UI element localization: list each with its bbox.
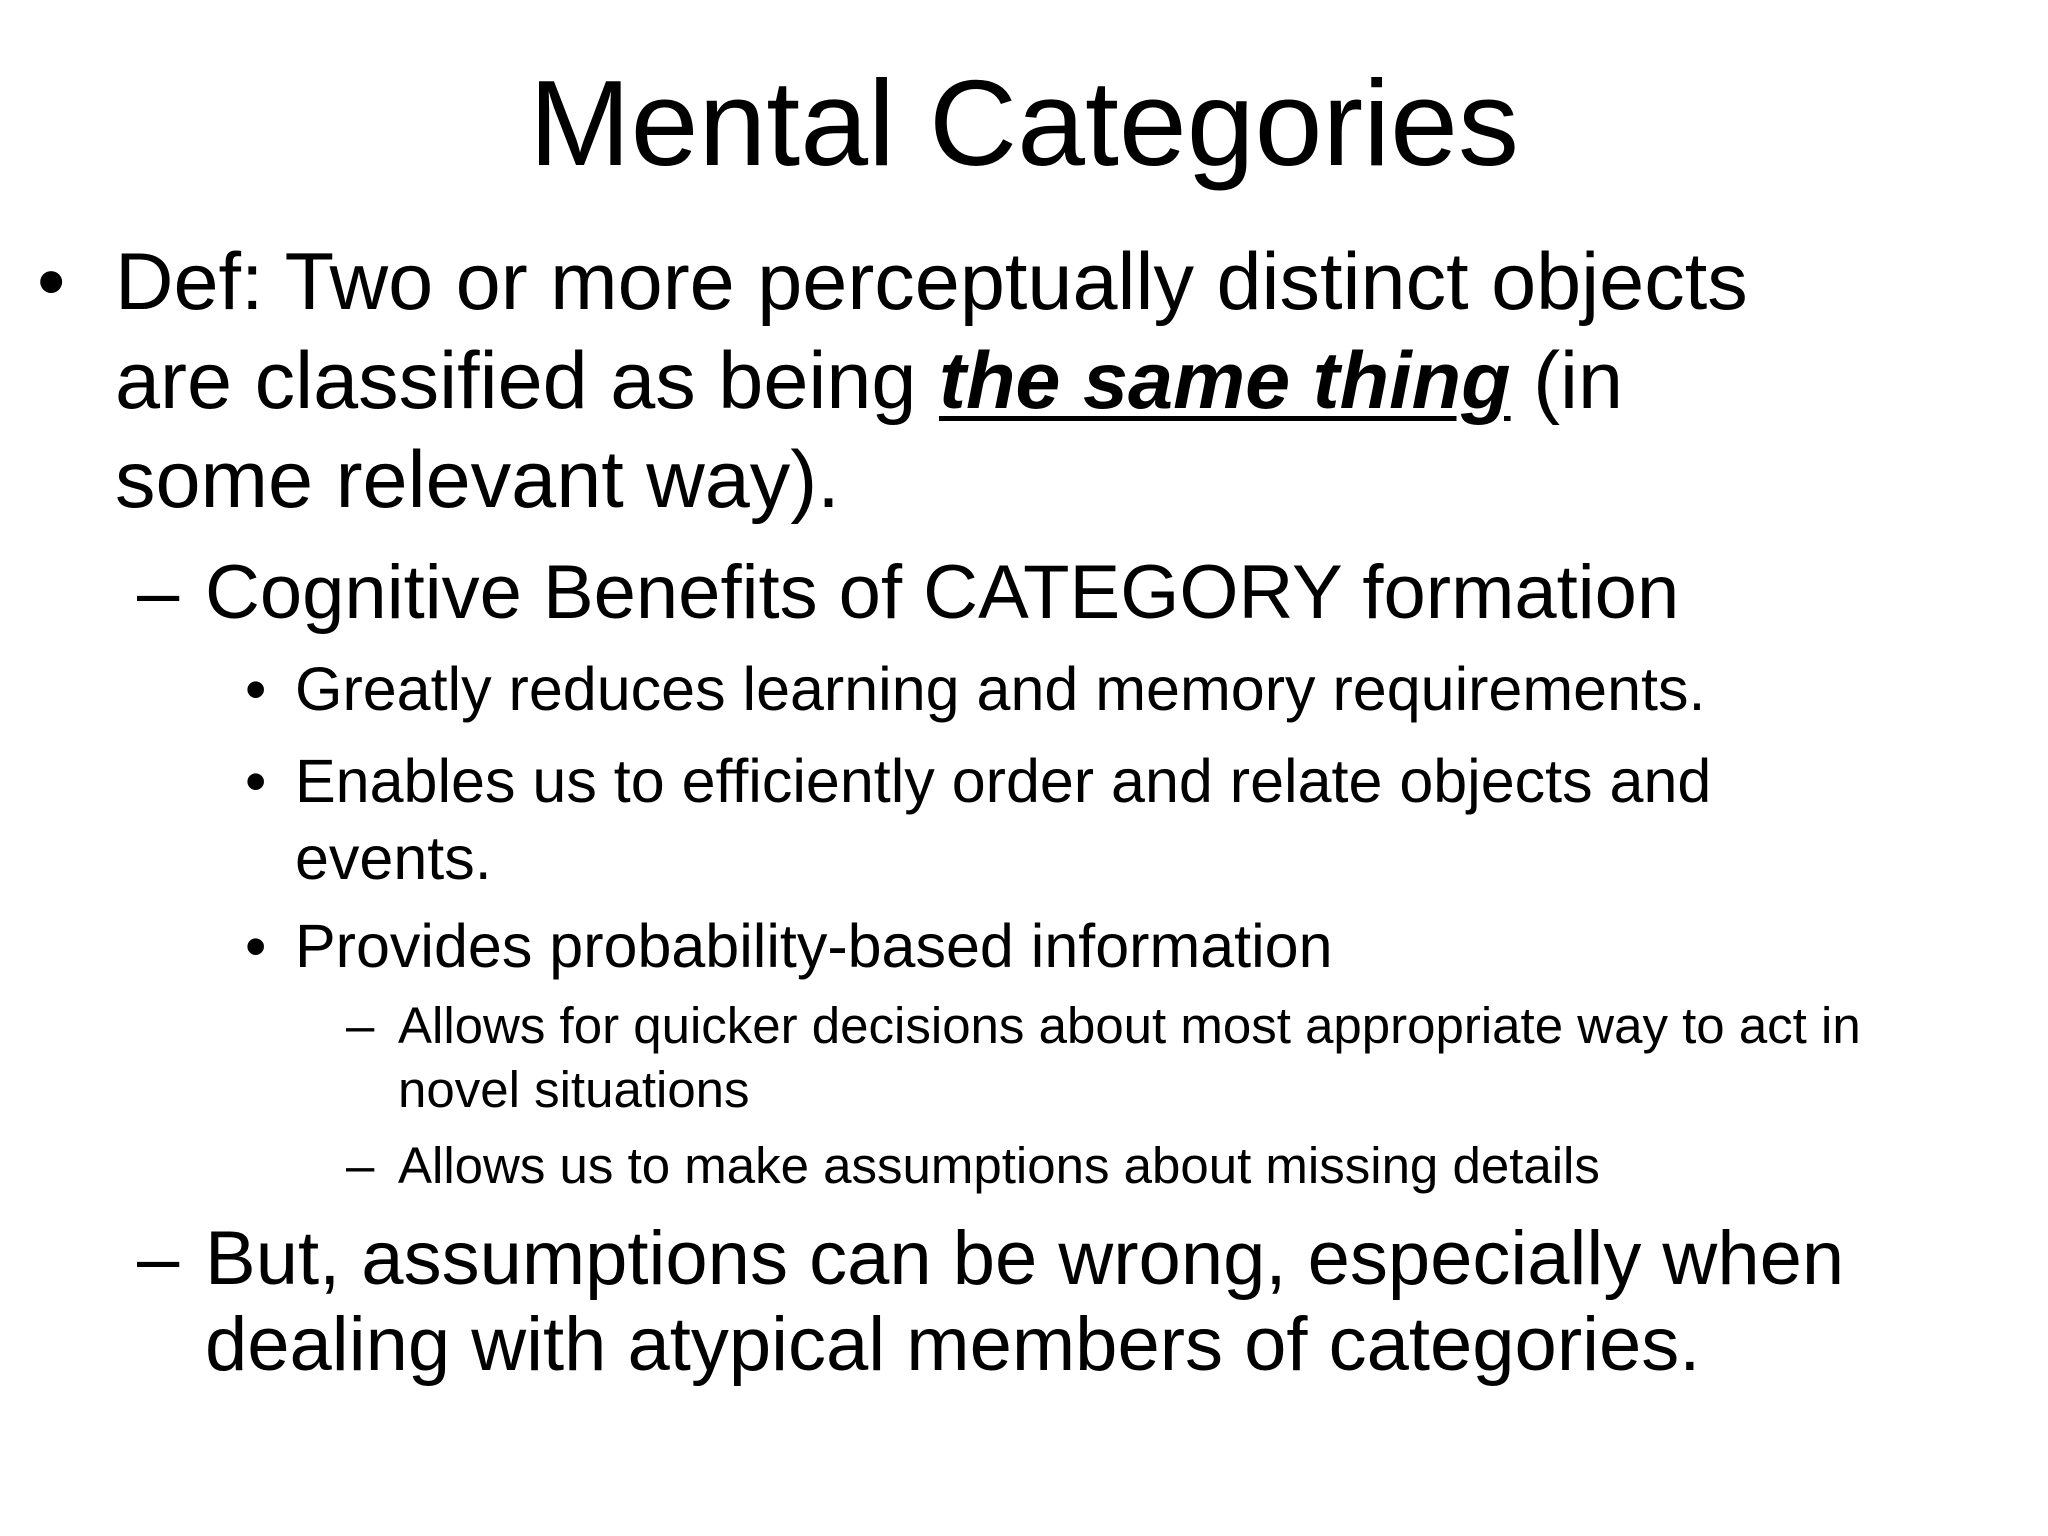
benefit-item [245, 651, 2015, 728]
definition-bullet [37, 233, 2015, 530]
benefit-text: Provides probability-based information [295, 912, 1333, 980]
probability-point [346, 994, 2038, 1122]
bullet-marker: • [37, 237, 66, 327]
caveat-line-1: But, assumptions can be wrong, especially when [205, 1216, 1845, 1301]
benefit-text: Greatly reduces learning and memory requirements. [295, 655, 1706, 723]
definition-line-2-end: (in [1510, 336, 1624, 426]
definition-line-2-start: are classified as being [115, 336, 939, 426]
caveat-item [137, 1216, 2005, 1388]
dash-marker: – [137, 550, 180, 635]
dash-marker: – [137, 1216, 180, 1301]
definition-line-2 [115, 332, 2015, 431]
benefit-item [245, 743, 2015, 897]
bullet-marker: • [245, 655, 267, 723]
definition-line-3: some relevant way). [115, 435, 840, 525]
benefit-text-line-1: Enables us to efficiently order and relate objects and [295, 747, 1712, 815]
caveat-line-2: dealing with atypical members of categories. [205, 1302, 1701, 1387]
dash-marker: – [346, 997, 375, 1054]
slide-title: Mental Categories [528, 55, 1520, 191]
definition-line-1: Def: Two or more perceptually distinct objects [115, 237, 1748, 327]
probability-point-text: Allows us to make assumptions about missing details [398, 1137, 1600, 1194]
bullet-marker: • [245, 912, 267, 980]
definition-emphasis: the same thing [938, 336, 1511, 426]
probability-point [346, 1134, 2038, 1198]
probability-point-line-2: novel situations [398, 1061, 750, 1118]
probability-point-line-1: Allows for quicker decisions about most appropriate way to act in [398, 997, 1861, 1054]
dash-marker: – [346, 1137, 375, 1194]
benefit-item [245, 908, 2015, 985]
benefit-text-line-2: events. [295, 824, 492, 892]
benefits-heading-text: Cognitive Benefits of CATEGORY formation [205, 550, 1680, 635]
bullet-marker: • [245, 747, 267, 815]
benefits-heading [137, 550, 2005, 636]
